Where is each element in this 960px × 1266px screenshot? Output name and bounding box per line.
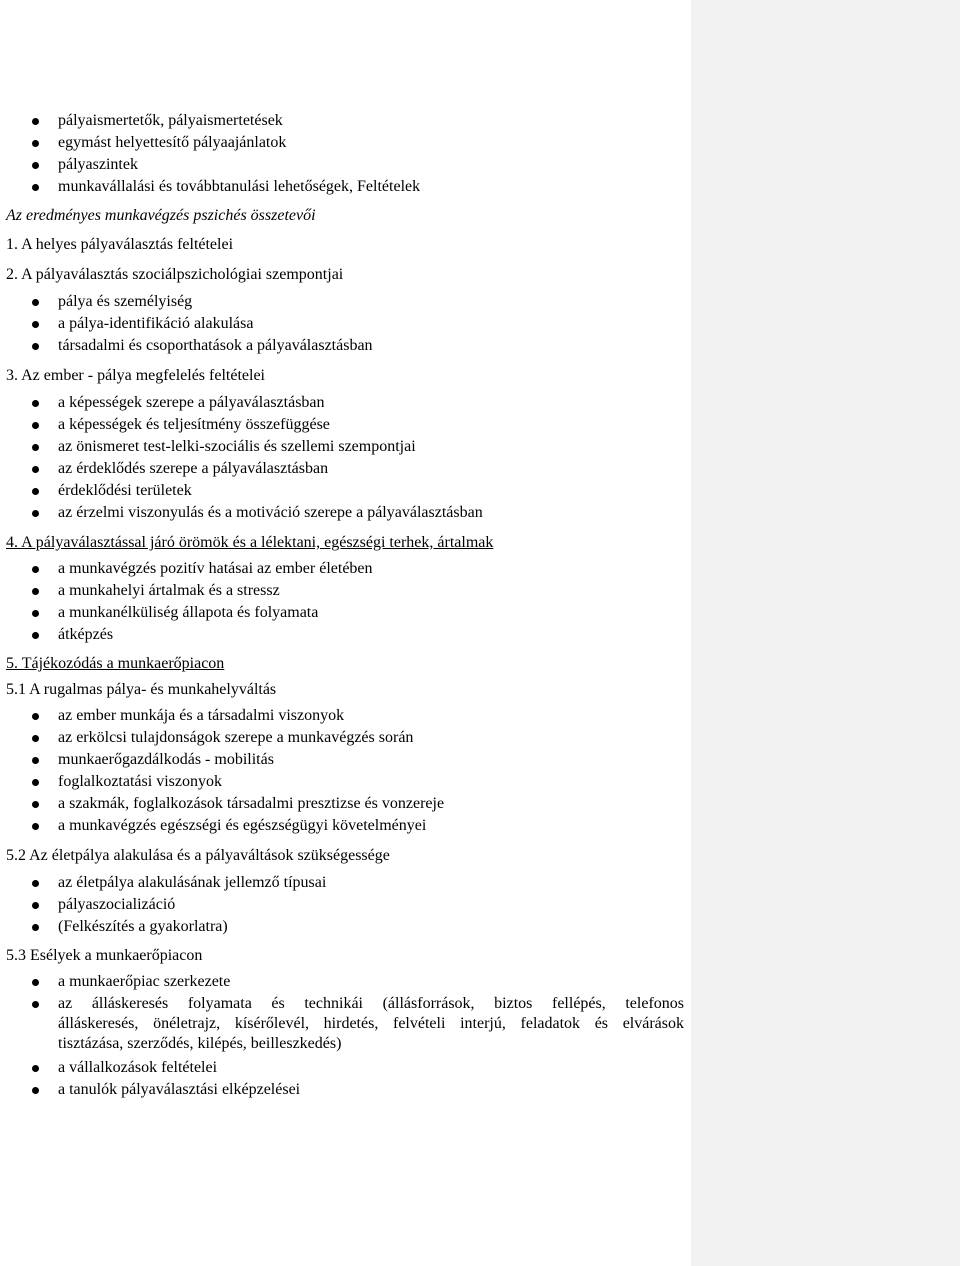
list-item: foglalkoztatási viszonyok (58, 773, 222, 790)
list-item: az érzelmi viszonyulás és a motiváció szerepe a pályaválasztásban (58, 504, 483, 521)
bullet-icon (32, 1087, 39, 1094)
list-item: a munkahelyi ártalmak és a stressz (58, 582, 280, 599)
list-item: (Felkészítés a gyakorlatra) (58, 918, 228, 935)
bullet-icon (32, 118, 39, 125)
section-heading: 5.1 A rugalmas pálya- és munkahelyváltás (6, 681, 277, 698)
list-item: az önismeret test-lelki-szociális és szellemi szempontjai (58, 438, 416, 455)
bullet-icon (32, 823, 39, 830)
bullet-icon (32, 400, 39, 407)
bullet-icon (32, 757, 39, 764)
list-item: a szakmák, foglalkozások társadalmi presztizse és vonzereje (58, 795, 445, 812)
list-item: pálya és személyiség (58, 293, 193, 310)
list-item: a pálya-identifikáció alakulása (58, 315, 254, 332)
bullet-icon (32, 902, 39, 909)
list-item: az ember munkája és a társadalmi viszonyok (58, 707, 345, 724)
bullet-icon (32, 321, 39, 328)
list-item: az életpálya alakulásának jellemző típusai (58, 874, 327, 891)
bullet-icon (32, 588, 39, 595)
bullet-icon (32, 880, 39, 887)
bullet-icon (32, 801, 39, 808)
bullet-icon (32, 444, 39, 451)
comment-margin-pane (691, 0, 960, 1266)
bullet-icon (32, 632, 39, 639)
list-item: pályaszintek (58, 156, 138, 173)
bullet-icon (32, 510, 39, 517)
list-item: az érdeklődés szerepe a pályaválasztásban (58, 460, 329, 477)
bullet-icon (32, 566, 39, 573)
list-item: pályaismertetők, pályaismertetések (58, 112, 283, 129)
list-item-line: az álláskeresés folyamata és technikái (állásforrások, biztos fellépés, telefonos (58, 995, 684, 1012)
section-heading: 5. Tájékozódás a munkaerőpiacon (6, 655, 225, 672)
bullet-icon (32, 162, 39, 169)
list-item: a képességek szerepe a pályaválasztásban (58, 394, 325, 411)
section-heading: Az eredményes munkavégzés pszichés összetevői (6, 207, 316, 224)
bullet-icon (32, 779, 39, 786)
list-item-line: tisztázása, szerződés, kilépés, beilleszkedés) (58, 1035, 342, 1052)
list-item: a munkavégzés pozitív hatásai az ember életében (58, 560, 373, 577)
list-item: érdeklődési területek (58, 482, 192, 499)
bullet-icon (32, 299, 39, 306)
bullet-icon (32, 343, 39, 350)
bullet-icon (32, 713, 39, 720)
list-item: átképzés (58, 626, 114, 643)
bullet-icon (32, 140, 39, 147)
section-heading: 3. Az ember - pálya megfelelés feltételei (6, 367, 265, 384)
bullet-icon (32, 979, 39, 986)
bullet-icon (32, 735, 39, 742)
list-item: a munkanélküliség állapota és folyamata (58, 604, 319, 621)
section-heading: 1. A helyes pályaválasztás feltételei (6, 236, 234, 253)
bullet-icon (32, 610, 39, 617)
bullet-icon (32, 924, 39, 931)
list-item: pályaszocializáció (58, 896, 176, 913)
list-item: a munkaerőpiac szerkezete (58, 973, 231, 990)
section-heading: 5.3 Esélyek a munkaerőpiacon (6, 947, 203, 964)
list-item: a vállalkozások feltételei (58, 1059, 218, 1076)
list-item: egymást helyettesítő pályaajánlatok (58, 134, 287, 151)
bullet-icon (32, 1065, 39, 1072)
bullet-icon (32, 466, 39, 473)
section-heading: 2. A pályaválasztás szociálpszichológiai szempontjai (6, 266, 344, 283)
bullet-icon (32, 184, 39, 191)
list-item: munkavállalási és továbbtanulási lehetőségek, Feltételek (58, 178, 421, 195)
section-heading: 4. A pályaválasztással járó örömök és a lélektani, egészségi terhek, ártalmak (6, 534, 494, 551)
list-item: a tanulók pályaválasztási elképzelései (58, 1081, 301, 1098)
list-item: a munkavégzés egészségi és egészségügyi követelményei (58, 817, 427, 834)
section-heading: 5.2 Az életpálya alakulása és a pályaváltások szükségessége (6, 847, 390, 864)
list-item: az erkölcsi tulajdonságok szerepe a munkavégzés során (58, 729, 414, 746)
list-item: munkaerőgazdálkodás - mobilitás (58, 751, 274, 768)
bullet-icon (32, 1001, 39, 1008)
list-item: a képességek és teljesítmény összefüggése (58, 416, 330, 433)
bullet-icon (32, 488, 39, 495)
list-item-line: álláskeresés, önéletrajz, kísérőlevél, hirdetés, felvételi interjú, feladatok és elvárások (58, 1015, 684, 1032)
bullet-icon (32, 422, 39, 429)
list-item: társadalmi és csoporthatások a pályaválasztásban (58, 337, 373, 354)
